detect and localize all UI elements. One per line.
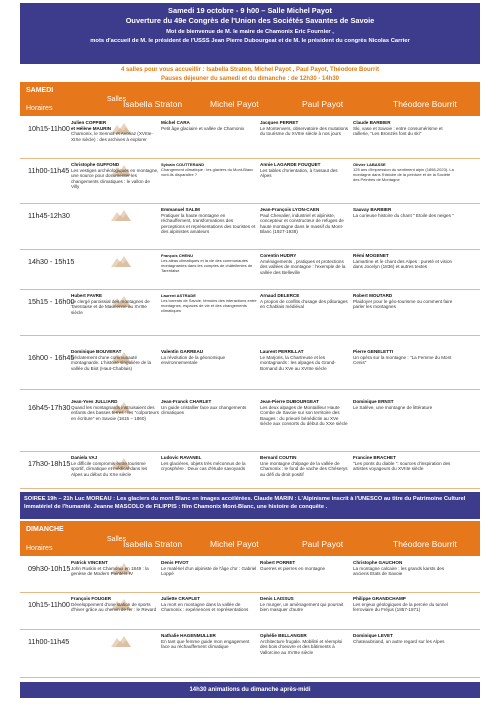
talk-title: 125 ans d'impression du sentiment alpin (1898-2023). La montagne dans l'histoire de la peinture et de la Société des Peintres de Montagne (353, 167, 454, 182)
speaker-name: Dominique BOUVERAT (71, 349, 122, 354)
session-cell (161, 162, 257, 177)
speaker-name: Hubert FAVRE (71, 293, 103, 298)
speaker-name: Laurent PERRILLAT (260, 349, 304, 354)
speaker-name: Juliette CRAPLET (161, 596, 201, 601)
talk-title: Le murger, un aménagement qui pourrait bien masquer d'autre (260, 601, 344, 613)
talk-title: Pratiquer la haute montagne en réchauffement, transformations des perceptions et représentations des touristes et des alpinistes amateurs (161, 212, 256, 235)
session-cell (161, 455, 257, 472)
header-line-1: Samedi 19 octobre - 9 h00 – Salle Michel Payot (168, 6, 332, 15)
talk-title: Le matériel d'un alpiniste de l'âge d'or : Gabriel Loppé (161, 565, 257, 577)
talk-title: La montagne calcaire : les grands karsts des anciens Etats de Savoie (353, 565, 445, 577)
dimanche-header (20, 521, 480, 556)
header-line-3: Mot de bienvenue de M. le maire de Chamonix Eric Fournier , (166, 29, 334, 35)
talk-title: Aménagements , pratiques et protections des vallées de montagne : l'exemple de la vallée des Belleville (260, 258, 346, 275)
talk-title: Le Montenvers, observatoire des mutations du tourisme du XVIIIe siècle à nos jours (260, 125, 349, 137)
schedule-row (20, 290, 480, 336)
session-cell (161, 253, 257, 273)
session-cell (71, 455, 159, 477)
talk-title: La curieuse histoire du chant " Etoile des neiges " (353, 212, 454, 218)
speaker-name: Jacques PERRET (260, 120, 299, 125)
talk-title: Un guide cristallier face aux changements climatiques (161, 404, 247, 416)
speaker-name: Corentin HUDRY (260, 253, 297, 258)
speaker-name: François FOUGER (71, 596, 112, 601)
session-cell (353, 455, 457, 472)
time-slot: 11h00-11h45 (28, 166, 70, 175)
session-cell (161, 596, 257, 613)
talk-title: Paul Chevalier, industriel et alpiniste, concepteur et constructeur de refuges de haute montagne dans le massif du Mont-Blanc (1927-1938) (260, 212, 344, 235)
session-cell (71, 349, 159, 371)
session-cell (260, 162, 350, 179)
time-slot: 11h00-11h45 (28, 637, 70, 646)
speaker-name: Valentin GARREAU (161, 349, 204, 354)
time-slot: 10h15-11h00 (28, 600, 70, 609)
time-slot: 11h45-12h30 (28, 211, 70, 220)
salles-label: Salles (107, 96, 127, 103)
samedi-header (20, 82, 480, 116)
speaker-name: Jean-Yves JULLIARD (71, 399, 118, 404)
talk-title: Changement climatique : les glaciers du Mont-Blanc vont-ils disparaître ? (161, 167, 254, 177)
schedule-row (20, 204, 480, 250)
speaker-name: Christophe GUFFOND (71, 162, 120, 167)
speaker-name: Ophélie BELLANGER (260, 633, 307, 638)
session-cell (71, 560, 159, 577)
talk-title: Petit âge glaciaire et vallée de Chamonix (161, 125, 245, 131)
session-cell (161, 293, 257, 313)
room-theodore-bourrit: Théodore Bourrit (393, 99, 457, 109)
header-line-4: mots d'accueil de M. le président de l'USSS Jean Pierre Dubourgeat et de M. le président du congrès Nicolas Carrier (90, 38, 410, 44)
day-label: DIMANCHE (26, 526, 64, 533)
talk-title: Développement d'une station de sports d'hiver grâce au chemin de fer : le Revard (71, 601, 157, 613)
talk-title: Les aléas climatiques et la vie des communautés montagnardes dans les comptes de châtellenies de Tarentaise (161, 258, 253, 273)
speaker-name: Philippe GRANDCHAMP (353, 596, 406, 601)
session-cell (260, 120, 350, 137)
schedule-row (20, 593, 480, 630)
time-slot: 15h15 - 16h00 (28, 297, 75, 306)
speaker-name: Arnaud DELERCE (260, 293, 300, 298)
speaker-name: Francine BRACHET (353, 455, 396, 460)
time-slot: 16h00 - 16h45 (28, 353, 75, 362)
session-cell (353, 399, 457, 410)
session-cell (260, 399, 350, 427)
session-cell (353, 253, 457, 270)
speaker-name: Rémi MOGENET (353, 253, 389, 258)
program-header (20, 3, 480, 64)
speaker-name: Daniela VAJ (71, 455, 98, 460)
speaker-name: Olivier LABASSE (353, 162, 386, 167)
speaker-name: Laurent ASTRADE (161, 293, 196, 298)
talk-title: La mort en montagne dans la vallée de Chamonix : expériences et représentations (161, 601, 249, 613)
session-cell (161, 560, 257, 577)
mountain-icon (111, 255, 131, 267)
session-cell (353, 293, 457, 310)
talk-title: En tant que femme guide mon engagement face au réchauffement climatique (161, 638, 250, 650)
speaker-name: Robert MOUTARD (353, 293, 393, 298)
time-slot: 09h30-10h15 (28, 564, 71, 573)
talk-title: Les deux alpages de Montailleur Haute Combe de Savoie sur son territoire des Bauges : du prieuré bénédictin au XVe siècle aux consorts du début du XXe siècle (260, 404, 348, 427)
speaker-name: Jean-François LYON-CAEN (260, 207, 320, 212)
session-cell (161, 120, 257, 131)
session-cell (71, 596, 159, 613)
speaker-name: Jean-Pierre DUBOURGEAT (260, 399, 319, 404)
speaker-name: Ludovic RAVANEL (161, 455, 202, 460)
session-cell (353, 349, 457, 366)
session-cell (260, 293, 350, 310)
session-cell (260, 349, 350, 371)
session-cell (260, 455, 350, 477)
mountain-icon (111, 209, 131, 221)
speaker-name: Julien COPPIER (71, 120, 107, 125)
session-cell (353, 633, 457, 644)
schedule-row (20, 557, 480, 593)
talk-title: A propos de conflits d'usage des pâturages en Chablais médiéval (260, 298, 348, 310)
talk-title: Les torrents de Savoie, témoins des interactions entre montagnes, espaces de vie et des changements climatiques (161, 298, 257, 313)
talk-title: Les glacières, objets très méconnus de la cryosphère : Deux cas d'étude savoyards (161, 460, 246, 472)
soiree-banner: SOIREE 19h – 21h Luc MOREAU : Les glaciers du mont Blanc en images accélérées. Claude MARIN : L'Alpinisme inscrit à l'UNESCO au titre du Patrimoine Culturel Immatériel de l'humanité. Jeanne MASCOLO de FILIPPIS : film Chamonix Mont-Blanc, une histoire de conquête . (20, 492, 480, 519)
session-cell (71, 120, 159, 142)
speaker-name: Jean-Franck CHARLET (161, 399, 212, 404)
speaker-name: Patrick VINCENT (71, 560, 108, 565)
speaker-name: Claude BARBIER (353, 120, 391, 125)
talk-title: Une montagne d'alpage de la vallée de Chamonix : le fond de vache des Chéserys au défi du droit positif (260, 460, 348, 477)
speaker-name: Sylvain COUTTERAND (161, 162, 205, 167)
time-slot: 16h45-17h30 (28, 403, 71, 412)
room-isabella-straton: Isabella Straton (123, 539, 183, 549)
room-paul-payot: Paul Payot (302, 99, 344, 109)
talk-title: Guerres et pierres en montagne (260, 565, 326, 571)
talk-title: Lamartine et le chant des Alpes : pureté et vision dans Jocelyn (1836) et autres textes (353, 258, 453, 270)
session-cell (260, 633, 350, 655)
speaker-name: Sauvay BARBIER (353, 207, 392, 212)
speaker-name: Bernard COUTIN (260, 455, 297, 460)
talk-title: Le clergé paroissial des montagnes de Tarentaise et de Maurienne au XVIIIe siècle (71, 298, 150, 315)
room-michel-payot: Michel Payot (210, 539, 259, 549)
speaker-name: Dominique LEVET (353, 633, 393, 638)
schedule-row (20, 159, 480, 204)
time-slot: 10h15-11h00 (28, 124, 70, 133)
header-line-2: Ouverture du 49e Congrès de l'Union des Sociétés Savantes de Savoie (125, 16, 375, 25)
session-cell (260, 560, 350, 571)
session-cell (161, 399, 257, 416)
schedule-row (20, 346, 480, 390)
talk-title: "Les ponts du diable ": sources d'inspiration des artistes voyageurs du XVIIIe siècle (353, 460, 451, 472)
talk-title: Le Marjoris, la Chartreuse et les montagnards : les alpages du Grand-Bornand du XVe au XVIIIe siècle (260, 354, 336, 371)
salles-info-line-1: 4 salles pour vous accueillir : Isabella Straton, Michel Payot , Paul Payot, Théodore Bourrit (120, 67, 380, 73)
talk-title: Le Salève, une montagne de littérature (353, 404, 433, 410)
speaker-name: Annie LAGARDE FOUQUET (260, 162, 321, 167)
talk-title: Architecture frugale. Mobilité et réemploi des bois d'oeuvre et des bâtiments à Vallorcine au XVIIIe siècle (260, 638, 343, 655)
speaker-name: François CHENU (161, 253, 194, 258)
speaker-name: Nathalie HAGENMULLER (161, 633, 216, 638)
speaker-name: Christophe GAUCHON (353, 560, 403, 565)
mountain-icon (111, 635, 131, 647)
session-cell (161, 633, 257, 650)
session-cell (353, 560, 457, 577)
horaires-label: Horaires (26, 105, 53, 112)
room-theodore-bourrit: Théodore Bourrit (393, 539, 457, 549)
schedule-row (20, 117, 480, 159)
speaker-name: Pierre GENELETTI (353, 349, 394, 354)
schedule-row (20, 396, 480, 452)
footer-banner: 14h30 animations du dimanche après-midi (20, 682, 480, 698)
session-cell (353, 207, 457, 218)
session-cell (260, 207, 350, 235)
talk-title: Quand les montagnards instruisaient des enfants des basses terres : les "colporteurs en écriture" en Savoie (1815 – 1860) (71, 404, 159, 421)
speaker-name: Emmanuel SALIM (161, 207, 200, 212)
day-label: SAMEDI (26, 87, 54, 94)
session-cell (161, 349, 257, 366)
speaker-name: Denis LAISSUS (260, 596, 294, 601)
session-cell (353, 162, 457, 182)
talk-title: Les enjeux géologiques de la percée du tunnel ferroviaire du Fréjus (1857-1871) (353, 601, 449, 613)
speaker-name: Denis PIVOT (161, 560, 189, 565)
talk-title: Chateaubriand, un autre regard sur les Alpes (353, 638, 445, 644)
speaker-name: Robert PORRET (260, 560, 296, 565)
room-michel-payot: Michel Payot (210, 99, 259, 109)
speaker-name: Dominique ERNST (353, 399, 394, 404)
room-isabella-straton: Isabella Straton (123, 99, 183, 109)
schedule-row (20, 630, 480, 678)
talk-title: Les vestiges archéologiques en montagne, une source pour documenter les changements climatiques : le vallon de Villy (71, 167, 159, 190)
horaires-label: Horaires (26, 545, 53, 552)
speaker-name-secondary: et Hélène MAURIN (71, 125, 112, 131)
talk-title: Chamonix, le Sennoz et Avoriaz (XVIIIe-XIXe siècle) : des archives à explorer (71, 131, 153, 142)
session-cell (161, 207, 257, 235)
talk-title: Plaidoyer pour le géo-tourisme ou comment faire parler les montagnes (353, 298, 453, 310)
talk-title: Ski, vase et Savoie : entre consumérisme et raillerie, "Les Bronzés font du ski" (353, 125, 443, 137)
talk-title: Le difficile compromis entre tourisme sportif, climatique et médical dans les Alpes au début du XXe siècle (71, 460, 148, 477)
talk-title: La révolution de la géonomique environnementale (161, 354, 226, 366)
session-cell (353, 120, 457, 137)
talk-title: John Ruskin et Chamonix en 1849 : la genèse de Modern Painters IV (71, 565, 149, 577)
schedule-row (20, 250, 480, 290)
session-cell (260, 253, 350, 275)
schedule-row (20, 452, 480, 489)
session-cell (353, 596, 457, 613)
time-slot: 14h30 - 15h15 (28, 257, 75, 266)
session-cell (71, 293, 159, 315)
session-cell (71, 399, 159, 421)
room-paul-payot: Paul Payot (302, 539, 344, 549)
salles-label: Salles (107, 536, 127, 543)
talk-title: L'éclatement d'une communauté montagnarde. L'histoire singulière de la vallée du Biot (Haut-Chablais) (71, 354, 152, 371)
time-slot: 17h30-18h15 (28, 459, 71, 468)
session-cell (260, 596, 350, 613)
session-cell (71, 162, 159, 190)
salles-info-line-2: Pauses déjeuner du samedi et du dimanche : de 12h30 - 14h30 (160, 76, 340, 82)
talk-title: Les tables d'orientation, à l'assaut des Alpes (260, 167, 338, 179)
talk-title: Un opéra sur la montagne : "La Femme du Mont Cenis" (353, 354, 452, 366)
speaker-name: Michel CARA (161, 120, 190, 125)
